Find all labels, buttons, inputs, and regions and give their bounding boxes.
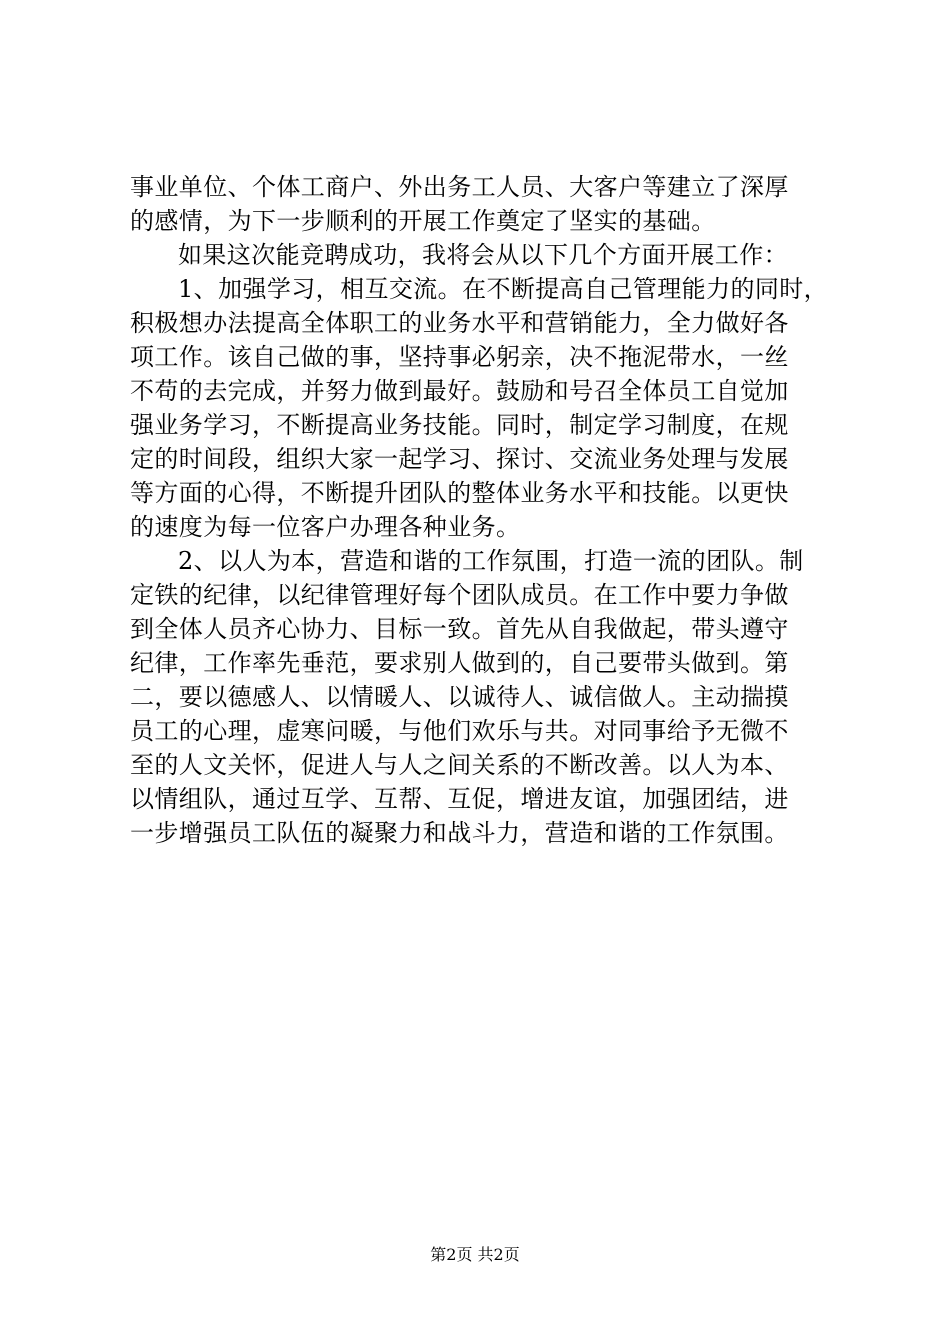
text-line: 不苟的去完成，并努力做到最好。鼓励和号召全体员工自觉加 [130, 377, 789, 405]
text-line: 2、以人为本，营造和谐的工作氛围，打造一流的团队。制 [178, 547, 804, 575]
text-line: 以情组队，通过互学、互帮、互促，增进友谊，加强团结，进 [130, 785, 789, 813]
text-line: 1、加强学习，相互交流。在不断提高自己管理能力的同时， [178, 275, 829, 303]
text-line: 定铁的纪律，以纪律管理好每个团队成员。在工作中要力争做 [130, 581, 789, 609]
text-line: 纪律，工作率先垂范，要求别人做到的，自己要带头做到。第 [130, 649, 789, 677]
text-line: 积极想办法提高全体职工的业务水平和营销能力，全力做好各 [130, 309, 789, 337]
text-line: 项工作。该自己做的事，坚持事必躬亲，决不拖泥带水，一丝 [130, 343, 789, 371]
text-line: 员工的心理，虚寒问暖，与他们欢乐与共。对同事给予无微不 [130, 717, 789, 745]
text-line: 定的时间段，组织大家一起学习、探讨、交流业务处理与发展 [130, 445, 789, 473]
text-line: 至的人文关怀，促进人与人之间关系的不断改善。以人为本、 [130, 751, 789, 779]
text-line: 到全体人员齐心协力、目标一致。首先从自我做起，带头遵守 [130, 615, 789, 643]
text-line: 等方面的心得，不断提升团队的整体业务水平和技能。以更快 [130, 479, 789, 507]
text-line: 的感情，为下一步顺利的开展工作奠定了坚实的基础。 [130, 207, 716, 235]
document-body [130, 170, 829, 850]
page-footer [0, 1244, 950, 1266]
text-line: 的速度为每一位客户办理各种业务。 [130, 513, 521, 541]
page-number: 第2页 共2页 [430, 1245, 520, 1264]
text-line: 一步增强员工队伍的凝聚力和战斗力，营造和谐的工作氛围。 [130, 819, 789, 847]
text-line: 二，要以德感人、以情暖人、以诚待人、诚信做人。主动揣摸 [130, 683, 789, 711]
text-line: 事业单位、个体工商户、外出务工人员、大客户等建立了深厚 [130, 173, 789, 201]
text-line: 强业务学习，不断提高业务技能。同时，制定学习制度，在规 [130, 411, 789, 439]
text-line: 如果这次能竞聘成功，我将会从以下几个方面开展工作： [178, 241, 788, 269]
